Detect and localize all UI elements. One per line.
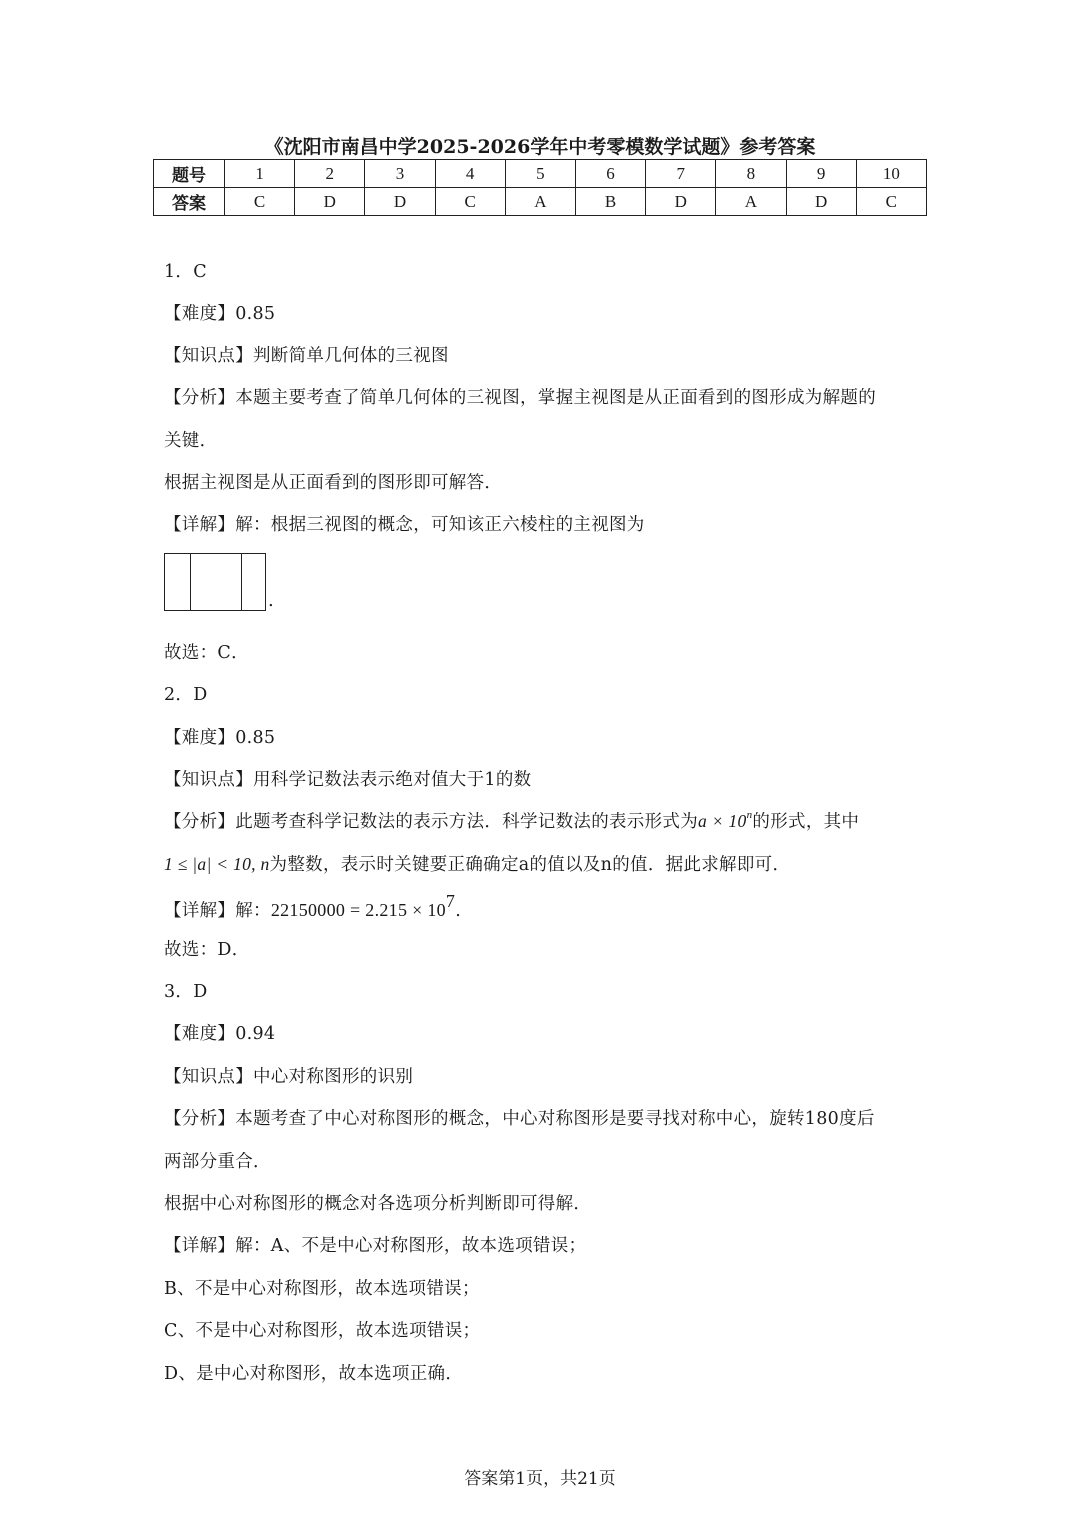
answer-table xyxy=(153,159,927,216)
question-number-cell: 2 xyxy=(295,160,365,188)
q1-heading: 1．C xyxy=(164,262,207,282)
table-header-question-number: 题号 xyxy=(154,160,225,188)
answer-cell: B xyxy=(575,188,645,216)
q2-analysis-text-a: 【分析】此题考查科学记数法的表示方法．科学记数法的表示形式为 xyxy=(164,812,698,832)
q2-detail-exponent: 7 xyxy=(445,891,456,911)
front-view-middle-face xyxy=(190,554,242,610)
q2-analysis-text-c: 为整数，表示时关键要正确确定a的值以及n的值．据此求解即可． xyxy=(269,855,791,875)
q2-conclusion: 故选：D． xyxy=(164,940,250,960)
table-row-numbers xyxy=(154,160,927,188)
question-number-cell: 5 xyxy=(505,160,575,188)
q1-analysis-line3: 根据主视图是从正面看到的图形即可解答． xyxy=(164,473,503,493)
question-number-cell: 6 xyxy=(575,160,645,188)
answer-cell: C xyxy=(225,188,295,216)
q1-analysis-line1: 【分析】本题主要考查了简单几何体的三视图，掌握主视图是从正面看到的图形成为解题的 xyxy=(164,388,876,408)
q1-detail: 【详解】解：根据三视图的概念，可知该正六棱柱的主视图为 xyxy=(164,515,645,535)
q3-analysis-line3: 根据中心对称图形的概念对各选项分析判断即可得解． xyxy=(164,1194,592,1214)
q2-analysis-line1 xyxy=(164,808,859,833)
answer-cell: D xyxy=(786,188,856,216)
table-row-answers xyxy=(154,188,927,216)
q3-detail-line3: C、不是中心对称图形，故本选项错误； xyxy=(164,1321,481,1341)
hexagonal-prism-front-view-figure xyxy=(164,553,266,611)
q2-analysis-text-b: 的形式，其中 xyxy=(752,812,860,832)
answer-cell: A xyxy=(505,188,575,216)
page-title: 《沈阳市南昌中学2025-2026学年中考零模数学试题》参考答案 xyxy=(264,136,816,158)
q3-detail-line2: B、不是中心对称图形，故本选项错误； xyxy=(164,1279,480,1299)
q1-difficulty: 【难度】0.85 xyxy=(164,304,276,324)
q2-analysis-formula: a × 10 xyxy=(698,811,747,831)
q3-difficulty: 【难度】0.94 xyxy=(164,1024,276,1044)
answer-cell: A xyxy=(716,188,786,216)
q1-knowledge: 【知识点】判断简单几何体的三视图 xyxy=(164,346,449,366)
q3-detail-line4: D、是中心对称图形，故本选项正确． xyxy=(164,1364,464,1384)
q2-analysis-line2 xyxy=(164,851,790,876)
q2-knowledge: 【知识点】用科学记数法表示绝对值大于1的数 xyxy=(164,770,532,790)
q3-analysis-line1: 【分析】本题考查了中心对称图形的概念，中心对称图形是要寻找对称中心，旋转180度后 xyxy=(164,1109,875,1129)
answer-cell: C xyxy=(435,188,505,216)
answer-cell: D xyxy=(646,188,716,216)
question-number-cell: 9 xyxy=(786,160,856,188)
q3-heading: 3．D xyxy=(164,982,208,1002)
q2-detail-prefix: 【详解】解： xyxy=(164,900,271,921)
q2-heading: 2．D xyxy=(164,685,208,705)
q3-knowledge: 【知识点】中心对称图形的识别 xyxy=(164,1067,414,1087)
q2-analysis-range-formula: 1 ≤ |a| < 10, n xyxy=(164,854,270,874)
q2-analysis-exponent: n xyxy=(746,809,753,822)
answer-cell: D xyxy=(295,188,365,216)
q1-figure-period: . xyxy=(268,590,274,611)
question-number-cell: 10 xyxy=(856,160,926,188)
q3-detail-line1: 【详解】解：A、不是中心对称图形，故本选项错误； xyxy=(164,1236,587,1256)
question-number-cell: 4 xyxy=(435,160,505,188)
answer-cell: D xyxy=(365,188,435,216)
q1-conclusion: 故选：C． xyxy=(164,643,249,663)
answer-cell: C xyxy=(856,188,926,216)
question-number-cell: 7 xyxy=(646,160,716,188)
question-number-cell: 3 xyxy=(365,160,435,188)
q1-analysis-line2: 关键． xyxy=(164,431,218,451)
q2-detail-end: . xyxy=(455,900,462,921)
table-header-answer: 答案 xyxy=(154,188,225,216)
q2-detail xyxy=(164,893,461,922)
q3-analysis-line2: 两部分重合． xyxy=(164,1152,271,1172)
q2-detail-formula: 22150000 = 2.215 × 10 xyxy=(270,899,446,920)
page-footer: 答案第1页，共21页 xyxy=(464,1469,616,1489)
question-number-cell: 8 xyxy=(716,160,786,188)
q2-difficulty: 【难度】0.85 xyxy=(164,728,276,748)
question-number-cell: 1 xyxy=(225,160,295,188)
